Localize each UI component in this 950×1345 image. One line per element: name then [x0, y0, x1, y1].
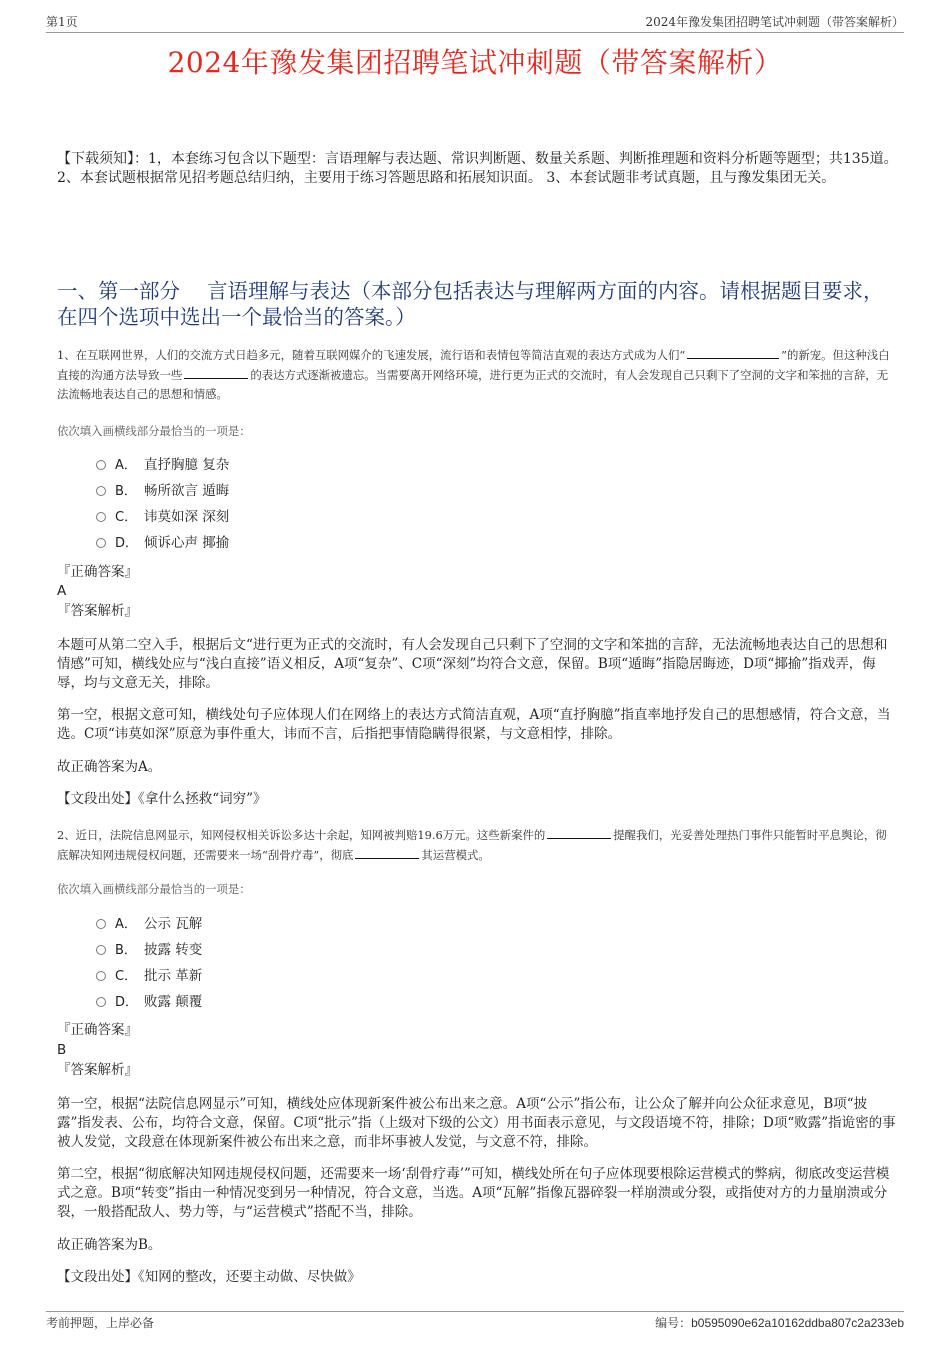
question-1-text-part-b: ”的新宠。但这种浅白直接的沟通方法导致一些: [57, 348, 890, 382]
header-doc-title: 2024年豫发集团招聘笔试冲刺题（带答案解析）: [645, 15, 904, 29]
page-header: [46, 12, 904, 33]
question-2-correct-answer-label: 『正确答案』: [57, 1022, 138, 1038]
question-2-text: [57, 826, 898, 865]
question-2-blank-1: [547, 826, 611, 839]
question-1-option-b[interactable]: B． 畅所欲言 遁晦: [96, 478, 229, 504]
footer-code-label: 编号：: [655, 1316, 692, 1330]
question-2-source: 【文段出处】《知网的整改，还要主动做、尽快做》: [57, 1269, 361, 1285]
question-1-text: [57, 346, 898, 405]
question-1-text-part-a: 1、在互联网世界，人们的交流方式日趋多元，随着互联网媒介的飞速发展，流行语和表情包等简洁直观的表达方式成为人们“: [57, 348, 686, 362]
radio-icon[interactable]: [96, 997, 106, 1007]
question-1-text-part-c: 的表达方式逐渐被遗忘。当需要离开网络环境，进行更为正式的交流时，有人会发现自己只剩下了空洞的文字和笨拙的言辞，无法流畅地表达自己的思想和情感。: [57, 367, 889, 401]
question-2-text-part-c: 其运营模式。: [421, 847, 490, 862]
section-title: 一、第一部分 言语理解与表达（本部分包括表达与理解两方面的内容。请根据题目要求，在四个选项中选出一个最恰当的答案。）: [57, 279, 884, 329]
document-title: 2024年豫发集团招聘笔试冲刺题（带答案解析）: [167, 46, 783, 79]
footer-slogan: 考前押题，上岸必备: [46, 1316, 155, 1330]
question-2-answer: B: [57, 1042, 67, 1058]
question-2-option-c[interactable]: C． 批示 革新: [96, 963, 202, 989]
question-2-option-b[interactable]: B． 披露 转变: [96, 937, 202, 963]
question-1-source: 【文段出处】《拿什么拯救“词穷”》: [57, 791, 267, 807]
question-2-analysis-label: 『答案解析』: [57, 1062, 138, 1078]
question-1-blank-2: [184, 366, 248, 379]
question-1-analysis-label: 『答案解析』: [57, 603, 138, 619]
radio-icon[interactable]: [96, 512, 106, 522]
question-1-correct-answer-label: 『正确答案』: [57, 564, 138, 580]
question-2-instruction: 依次填入画横线部分最恰当的一项是：: [57, 882, 251, 896]
radio-icon[interactable]: [96, 460, 106, 470]
question-1-analysis-para-2: 第一空，根据文意可知，横线处句子应体现人们在网络上的表达方式简洁直观，A项“直抒胸臆”指直率地抒发自己的思想感情，符合文意，当选。C项“讳莫如深”原意为事件重大，讳而不言，后指把事情隐瞒得很紧，与文意相悖，排除。: [57, 707, 891, 742]
question-2-option-a[interactable]: A． 公示 瓦解: [96, 911, 202, 937]
question-2-text-part-a: 2、近日，法院信息网显示，知网侵权相关诉讼多达十余起，知网被判赔19.6万元。这些新案件的: [57, 828, 546, 842]
question-2-options: [96, 911, 202, 1015]
question-2-analysis-para-3: 故正确答案为B。: [57, 1237, 162, 1253]
radio-icon[interactable]: [96, 945, 106, 955]
question-1-options: [96, 452, 229, 556]
page-number: 第1页: [46, 15, 78, 29]
question-1-analysis-para-1: 本题可从第二空入手，根据后文“进行更为正式的交流时，有人会发现自己只剩下了空洞的文字和笨拙的言辞，无法流畅地表达自己的思想和情感”可知，横线处应与“浅白直接”语义相反，A项“复杂”、C项“深刻”均符合文意，保留。B项“遁晦”指隐居晦迹，D项“揶揄”指戏弄，侮辱，均与文意无关，排除。: [57, 637, 888, 691]
question-1-option-a[interactable]: A． 直抒胸臆 复杂: [96, 452, 229, 478]
radio-icon[interactable]: [96, 971, 106, 981]
page-footer: [46, 1311, 904, 1333]
footer-code-value: b0595090e62a10162ddba807c2a233eb: [691, 1316, 904, 1330]
question-2-text-part-b: 提醒我们，光妥善处理热门事件只能暂时平息舆论，彻底解决知网违规侵权问题，还需要来一场“刮骨疗毒”，彻底: [57, 828, 887, 862]
question-1-option-c[interactable]: C． 讳莫如深 深刻: [96, 504, 229, 530]
question-2-option-d[interactable]: D． 败露 颠覆: [96, 989, 202, 1015]
question-1-analysis-para-3: 故正确答案为A。: [57, 759, 162, 775]
question-2-analysis-para-2: 第二空，根据“彻底解决知网违规侵权问题，还需要来一场‘刮骨疗毒’”可知，横线处所在句子应体现要根除运营模式的弊病，彻底改变运营模式之意。B项“转变”指由一种情况变到另一种情况，符合文意，当选。A项“瓦解”指像瓦器碎裂一样崩溃或分裂，或指使对方的力量崩溃或分裂，一般搭配敌人、势力等，与“运营模式”搭配不当，排除。: [57, 1166, 890, 1220]
radio-icon[interactable]: [96, 486, 106, 496]
question-1-option-d[interactable]: D． 倾诉心声 揶揄: [96, 530, 229, 556]
question-1-instruction: 依次填入画横线部分最恰当的一项是：: [57, 424, 251, 438]
download-notice: 【下载须知】：1，本套练习包含以下题型：言语理解与表达题、常识判断题、数量关系题、判断推理题和资料分析题等题型；共135道。 2、本套试题根据常见招考题总结归纳，主要用于练习答题思路和拓展知识面。 3、本套试题非考试真题，且与豫发集团无关。: [57, 151, 898, 186]
question-1-answer: A: [57, 583, 67, 599]
radio-icon[interactable]: [96, 919, 106, 929]
question-1-blank-1: [687, 346, 779, 359]
question-2-analysis-para-1: 第一空，根据“法院信息网显示”可知，横线处应体现新案件被公布出来之意。A项“公示”指公布，让公众了解并向公众征求意见，B项“披露”指发表、公布，均符合文意，保留。C项“批示”指（上级对下级的公文）用书面表示意见，与文段语境不符，排除；D项“败露”指诡密的事被人发觉，文段意在体现新案件被公布出来之意，而非坏事被人发觉，与文意不符，排除。: [57, 1096, 896, 1150]
question-2-blank-2: [355, 846, 419, 859]
footer-code: [655, 1315, 904, 1331]
radio-icon[interactable]: [96, 538, 106, 548]
